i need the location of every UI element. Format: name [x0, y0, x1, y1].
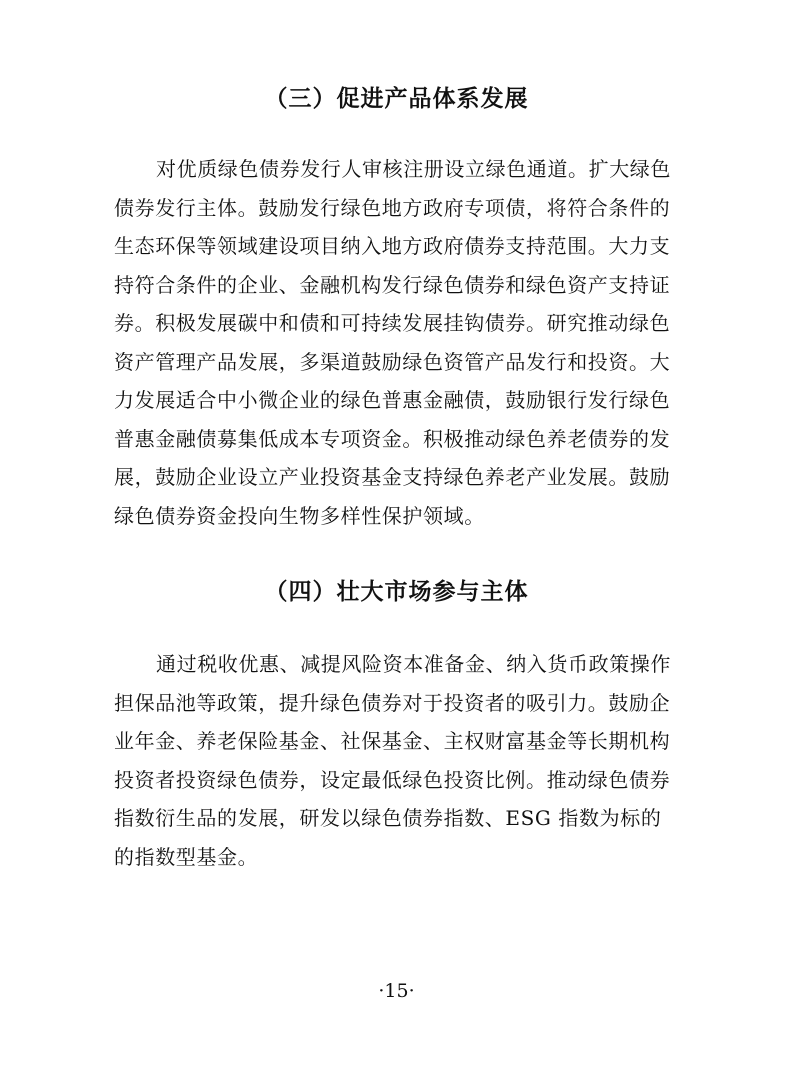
paragraph-line: 生态环保等领域建设项目纳入地方政府债券支持范围。大力支: [114, 234, 671, 258]
paragraph-line: 担保品池等政策，提升绿色债券对于投资者的吸引力。鼓励企: [114, 690, 671, 715]
paragraph-line: 的指数型基金。: [114, 844, 259, 869]
page-number: ·15·: [378, 980, 415, 1002]
paragraph-line: 券。积极发展碳中和债和可持续发展挂钩债券。研究推动绿色: [114, 311, 671, 335]
paragraph-line: 力发展适合中小微企业的绿色普惠金融债，鼓励银行发行绿色: [114, 388, 671, 412]
section-4-paragraph: [114, 645, 684, 876]
paragraph-line: 通过税收优惠、减提风险资本准备金、纳入货币政策操作: [156, 652, 671, 676]
paragraph-line: 对优质绿色债券发行人审核注册设立绿色通道。扩大绿色: [156, 157, 671, 181]
paragraph-line: 业年金、养老保险基金、社保基金、主权财富基金等长期机构: [114, 729, 671, 753]
paragraph-line: 指数衍生品的发展，研发以绿色债券指数、ESG 指数为标的: [114, 806, 662, 830]
paragraph-line: 绿色债券资金投向生物多样性保护领域。: [114, 503, 485, 528]
paragraph-line: 债券发行主体。鼓励发行绿色地方政府专项债，将符合条件的: [114, 195, 671, 220]
paragraph-line: 普惠金融债募集低成本专项资金。积极推动绿色养老债券的发: [114, 426, 671, 451]
paragraph-line: 投资者投资绿色债券，设定最低绿色投资比例。推动绿色债券: [114, 767, 671, 792]
paragraph-line: 持符合条件的企业、金融机构发行绿色债券和绿色资产支持证: [114, 272, 671, 297]
paragraph-line: 资产管理产品发展，多渠道鼓励绿色资管产品发行和投资。大: [114, 349, 671, 374]
paragraph-line: 展，鼓励企业设立产业投资基金支持绿色养老产业发展。鼓励: [114, 465, 671, 489]
section-3-paragraph: [114, 150, 684, 535]
section-heading-3: （三）促进产品体系发展: [264, 86, 529, 112]
section-heading-4: （四）壮大市场参与主体: [264, 579, 529, 605]
